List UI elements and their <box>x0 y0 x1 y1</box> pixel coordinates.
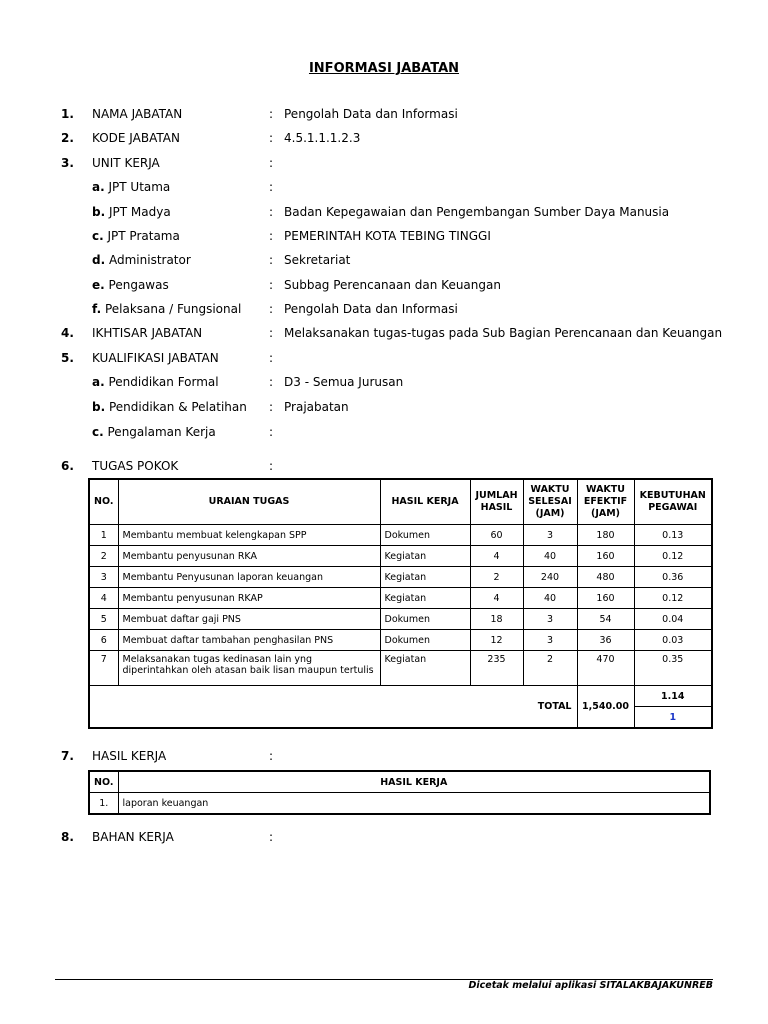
field-number: 5. <box>61 351 74 365</box>
field-label: a. Pendidikan Formal <box>92 375 219 389</box>
table-row <box>89 609 712 630</box>
field-colon: : <box>269 107 274 121</box>
field-label: e. Pengawas <box>92 278 169 292</box>
field-label: KUALIFIKASI JABATAN <box>92 351 219 365</box>
kebutuhan-sum: 1.14 <box>634 686 712 707</box>
cell-hasil: Kegiatan <box>380 567 470 588</box>
field-value: D3 - Semua Jurusan <box>284 375 404 389</box>
cell-kebutuhan: 0.03 <box>634 630 712 651</box>
cell-selesai: 2 <box>523 651 577 686</box>
total-row <box>89 686 712 707</box>
field-value: Pengolah Data dan Informasi <box>284 107 458 121</box>
cell-hasil: Dokumen <box>380 609 470 630</box>
field-colon: : <box>269 205 274 219</box>
cell-hasil: laporan keuangan <box>118 793 710 815</box>
field-nama-jabatan <box>0 107 768 125</box>
cell-hasil: Kegiatan <box>380 651 470 686</box>
field-label: TUGAS POKOK <box>92 459 179 473</box>
field-pengalaman-kerja <box>0 425 768 443</box>
table-row <box>89 567 712 588</box>
field-tugas-pokok <box>0 459 768 477</box>
cell-selesai: 40 <box>523 588 577 609</box>
cell-selesai: 3 <box>523 525 577 546</box>
cell-no: 1. <box>89 793 118 815</box>
table-header-row <box>89 771 710 793</box>
footer-credit: Dicetak melalui aplikasi SITALAKBAJAKUNREB <box>468 980 713 991</box>
field-pendidikan-formal <box>0 375 768 393</box>
cell-hasil: Dokumen <box>380 525 470 546</box>
field-bahan-kerja <box>0 830 768 848</box>
table-header-row <box>89 479 712 525</box>
cell-efektif: 160 <box>577 588 634 609</box>
field-label: UNIT KERJA <box>92 156 160 170</box>
field-label: b. JPT Madya <box>92 205 171 219</box>
field-number: 6. <box>61 459 74 473</box>
field-colon: : <box>269 425 274 439</box>
col-header-uraian: URAIAN TUGAS <box>118 479 380 525</box>
field-label: NAMA JABATAN <box>92 107 183 121</box>
field-value: Pengolah Data dan Informasi <box>284 302 458 316</box>
field-value: Prajabatan <box>284 400 349 414</box>
field-colon: : <box>269 180 274 194</box>
field-number: 8. <box>61 830 74 844</box>
field-number: 3. <box>61 156 74 170</box>
field-label: BAHAN KERJA <box>92 830 174 844</box>
field-label: KODE JABATAN <box>92 131 180 145</box>
cell-no: 5 <box>89 609 118 630</box>
col-header-hasil: HASIL KERJA <box>380 479 470 525</box>
cell-efektif: 470 <box>577 651 634 686</box>
field-label: f. Pelaksana / Fungsional <box>92 302 242 316</box>
field-jpt-pratama <box>0 229 768 247</box>
cell-jumlah: 4 <box>470 588 523 609</box>
field-label: HASIL KERJA <box>92 749 167 763</box>
document-title: INFORMASI JABATAN <box>308 61 460 76</box>
field-colon: : <box>269 326 274 340</box>
cell-no: 4 <box>89 588 118 609</box>
cell-uraian: Membantu Penyusunan laporan keuangan <box>118 567 380 588</box>
field-number: 7. <box>61 749 74 763</box>
table-row <box>89 630 712 651</box>
cell-uraian: Membuat daftar gaji PNS <box>118 609 380 630</box>
field-number: 4. <box>61 326 74 340</box>
kebutuhan-rounded: 1 <box>634 707 712 729</box>
cell-no: 3 <box>89 567 118 588</box>
cell-uraian: Membantu membuat kelengkapan SPP <box>118 525 380 546</box>
field-value: 4.5.1.1.1.2.3 <box>284 131 361 145</box>
cell-kebutuhan: 0.12 <box>634 546 712 567</box>
cell-efektif: 160 <box>577 546 634 567</box>
cell-no: 6 <box>89 630 118 651</box>
field-colon: : <box>269 253 274 267</box>
cell-efektif: 180 <box>577 525 634 546</box>
cell-kebutuhan: 0.12 <box>634 588 712 609</box>
field-administrator <box>0 253 768 271</box>
field-value: Badan Kepegawaian dan Pengembangan Sumber Daya Manusia <box>284 205 670 219</box>
field-colon: : <box>269 830 274 844</box>
field-colon: : <box>269 459 274 473</box>
field-label: IKHTISAR JABATAN <box>92 326 203 340</box>
field-hasil-kerja <box>0 749 768 767</box>
cell-jumlah: 60 <box>470 525 523 546</box>
field-colon: : <box>269 302 274 316</box>
field-value: Subbag Perencanaan dan Keuangan <box>284 278 501 292</box>
cell-hasil: Dokumen <box>380 630 470 651</box>
table-row <box>89 525 712 546</box>
field-colon: : <box>269 131 274 145</box>
field-jpt-utama <box>0 180 768 198</box>
cell-efektif: 480 <box>577 567 634 588</box>
cell-kebutuhan: 0.36 <box>634 567 712 588</box>
cell-no: 1 <box>89 525 118 546</box>
cell-uraian: Membantu penyusunan RKAP <box>118 588 380 609</box>
cell-efektif: 36 <box>577 630 634 651</box>
cell-no: 2 <box>89 546 118 567</box>
col-header-jumlah: JUMLAH HASIL <box>470 479 523 525</box>
field-colon: : <box>269 351 274 365</box>
col-header-kebutuhan: KEBUTUHAN PEGAWAI <box>634 479 712 525</box>
col-header-no: NO. <box>89 479 118 525</box>
field-label: a. JPT Utama <box>92 180 171 194</box>
cell-selesai: 240 <box>523 567 577 588</box>
total-label: TOTAL <box>89 686 577 729</box>
total-value: 1,540.00 <box>577 686 634 729</box>
field-label: b. Pendidikan & Pelatihan <box>92 400 247 414</box>
col-header-hasil: HASIL KERJA <box>118 771 710 793</box>
field-pelaksana <box>0 302 768 320</box>
field-colon: : <box>269 278 274 292</box>
field-colon: : <box>269 400 274 414</box>
field-colon: : <box>269 749 274 763</box>
cell-jumlah: 4 <box>470 546 523 567</box>
cell-no: 7 <box>89 651 118 686</box>
cell-jumlah: 2 <box>470 567 523 588</box>
table-row <box>89 588 712 609</box>
tugas-pokok-table <box>88 478 713 729</box>
cell-uraian: Membuat daftar tambahan penghasilan PNS <box>118 630 380 651</box>
cell-kebutuhan: 0.35 <box>634 651 712 686</box>
field-label: c. Pengalaman Kerja <box>92 425 216 439</box>
cell-kebutuhan: 0.13 <box>634 525 712 546</box>
table-row <box>89 793 710 815</box>
field-number: 2. <box>61 131 74 145</box>
cell-jumlah: 235 <box>470 651 523 686</box>
cell-uraian: Membantu penyusunan RKA <box>118 546 380 567</box>
cell-efektif: 54 <box>577 609 634 630</box>
field-value: Melaksanakan tugas-tugas pada Sub Bagian Perencanaan dan Keuangan <box>284 326 723 340</box>
field-colon: : <box>269 156 274 170</box>
cell-uraian: Melaksanakan tugas kedinasan lain yng diperintahkan oleh atasan baik lisan maupun tertulis <box>118 651 380 686</box>
table-row <box>89 651 712 686</box>
field-number: 1. <box>61 107 74 121</box>
field-label: d. Administrator <box>92 253 191 267</box>
cell-hasil: Kegiatan <box>380 588 470 609</box>
field-jpt-madya <box>0 205 768 223</box>
field-value: Sekretariat <box>284 253 351 267</box>
cell-selesai: 3 <box>523 609 577 630</box>
field-kode-jabatan <box>0 131 768 149</box>
cell-jumlah: 18 <box>470 609 523 630</box>
field-colon: : <box>269 375 274 389</box>
field-value: PEMERINTAH KOTA TEBING TINGGI <box>284 229 491 243</box>
field-unit-kerja <box>0 156 768 174</box>
cell-hasil: Kegiatan <box>380 546 470 567</box>
field-pengawas <box>0 278 768 296</box>
col-header-efektif: WAKTU EFEKTIF (JAM) <box>577 479 634 525</box>
field-pendidikan-pelatihan <box>0 400 768 418</box>
col-header-selesai: WAKTU SELESAI (JAM) <box>523 479 577 525</box>
field-colon: : <box>269 229 274 243</box>
table-row <box>89 546 712 567</box>
cell-selesai: 40 <box>523 546 577 567</box>
cell-kebutuhan: 0.04 <box>634 609 712 630</box>
cell-selesai: 3 <box>523 630 577 651</box>
field-label: c. JPT Pratama <box>92 229 180 243</box>
cell-jumlah: 12 <box>470 630 523 651</box>
field-kualifikasi-jabatan <box>0 351 768 369</box>
hasil-kerja-table <box>88 770 711 815</box>
field-ikhtisar-jabatan <box>0 326 768 344</box>
col-header-no: NO. <box>89 771 118 793</box>
